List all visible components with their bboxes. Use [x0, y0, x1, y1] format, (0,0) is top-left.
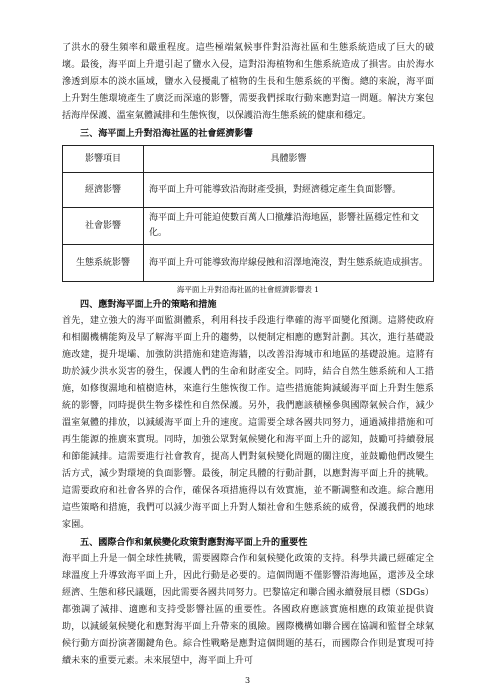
table-header-detail: 具體影響 [144, 146, 434, 173]
section-4-paragraph: 首先，建立強大的海平面監測體系，利用科技手段進行準確的海平面變化預測。這將使政府和相關機構能夠及早了解海平面上升的趨勢，以便制定相應的應對計劃。其次，進行基礎設施改建，提升堤壩、加強防洪措施和建造海牆，以改善沿海城市和地區的基礎設施。這將有助於減少洪水災害的發生，保護人們的生命和財產安全。同時，結合自然生態系統和人工措施，如修復濕地和植樹造林，來進行生態恢復工作。這些措施能夠減緩海平面上升對生態系統的影響，同時提供生物多樣性和自然保護。另外，我們應該積極參與國際氣候合作，減少溫室氣體的排放，以減緩海平面上升的速度。這需要全球各國共同努力，通過減排措施和可再生能源的推廣來實現。同時，加強公眾對氣候變化和海平面上升的認知，鼓勵可持續發展和節能減排。這需要進行社會教育，提高人們對氣候變化問題的關注度，並鼓勵他們改變生活方式，減少對環境的負面影響。最後，制定具體的行動計劃，以應對海平面上升的挑戰。這需要政府和社會各界的合作，確保各項措施得以有效實施，並不斷調整和改進。綜合應用這些策略和措施，我們可以減少海平面上升對人類社會和生態系統的威脅，保護我們的地球家園。 [62, 316, 434, 530]
table-header-item: 影響項目 [63, 146, 144, 173]
document-page [62, 40, 434, 670]
intro-paragraph: 了洪水的發生頻率和嚴重程度。這些極端氣候事件對沿海社區和生態系統造成了巨大的破壞。最後，海平面上升還引起了鹽水入侵，這對沿海植物和生態系統造成了損害。由於海水滲透到原本的淡水區域，鹽水入侵擾亂了植物的生長和生態系統的平衡。總的來說，海平面上升對生態環境產生了廣泛而深遠的影響，需要我們採取行動來應對這一問題。解決方案包括海岸保護、溫室氣體減排和生態恢復，以保護沿海生態系統的健康和穩定。 [62, 43, 434, 121]
table-row [63, 208, 434, 245]
table-cell-item: 經濟影響 [63, 173, 144, 208]
table-row [63, 173, 434, 208]
table-caption: 海平面上升對沿海社區的社會經濟影響表 1 [176, 285, 320, 294]
table-cell-item: 生態系統影響 [63, 245, 144, 282]
table-cell-item: 社會影響 [63, 208, 144, 245]
table-row [63, 245, 434, 282]
section-5-heading: 五、國際合作和氣候變化政策對應對海平面上升的重要性 [80, 537, 308, 548]
table-cell-detail: 海平面上升可能導致海岸線侵蝕和沼澤地淹沒，對生態系統造成損害。 [144, 245, 434, 282]
section-4-heading: 四、應對海平面上升的策略和措施 [80, 299, 217, 310]
table-cell-detail: 海平面上升可能導致沿海財產受損，對經濟穩定產生負面影響。 [144, 173, 434, 208]
table-cell-detail: 海平面上升可能迫使數百萬人口撤離沿海地區，影響社區穩定性和文化。 [144, 208, 434, 245]
section-5-paragraph: 海平面上升是一個全球性挑戰，需要國際合作和氣候變化政策的支持。科學共識已經確定全球溫度上升導致海平面上升，因此行動是必要的。這個問題不僅影響沿海地區，還涉及全球經濟、生態和移民議題，因此需要各國共同努力。巴黎協定和聯合國永續發展目標（SDGs）都強調了減排、適應和支持受影響社區的重要性。各國政府應該實施相應的政策並提供資助，以減緩氣候變化和應對海平面上升帶來的風險。國際機構如聯合國在協調和監督全球氣候行動方面扮演著關鍵角色。綜合性戰略是應對這個問題的基石，而國際合作則是實現可持續未來的重要元素。未來展望中，海平面上升可 [62, 554, 434, 666]
page-number: 3 [244, 676, 251, 685]
section-3-heading: 三、海平面上升對沿海社區的社會經濟影響 [80, 128, 253, 139]
table-header-row [63, 146, 434, 173]
impact-table [62, 145, 434, 282]
